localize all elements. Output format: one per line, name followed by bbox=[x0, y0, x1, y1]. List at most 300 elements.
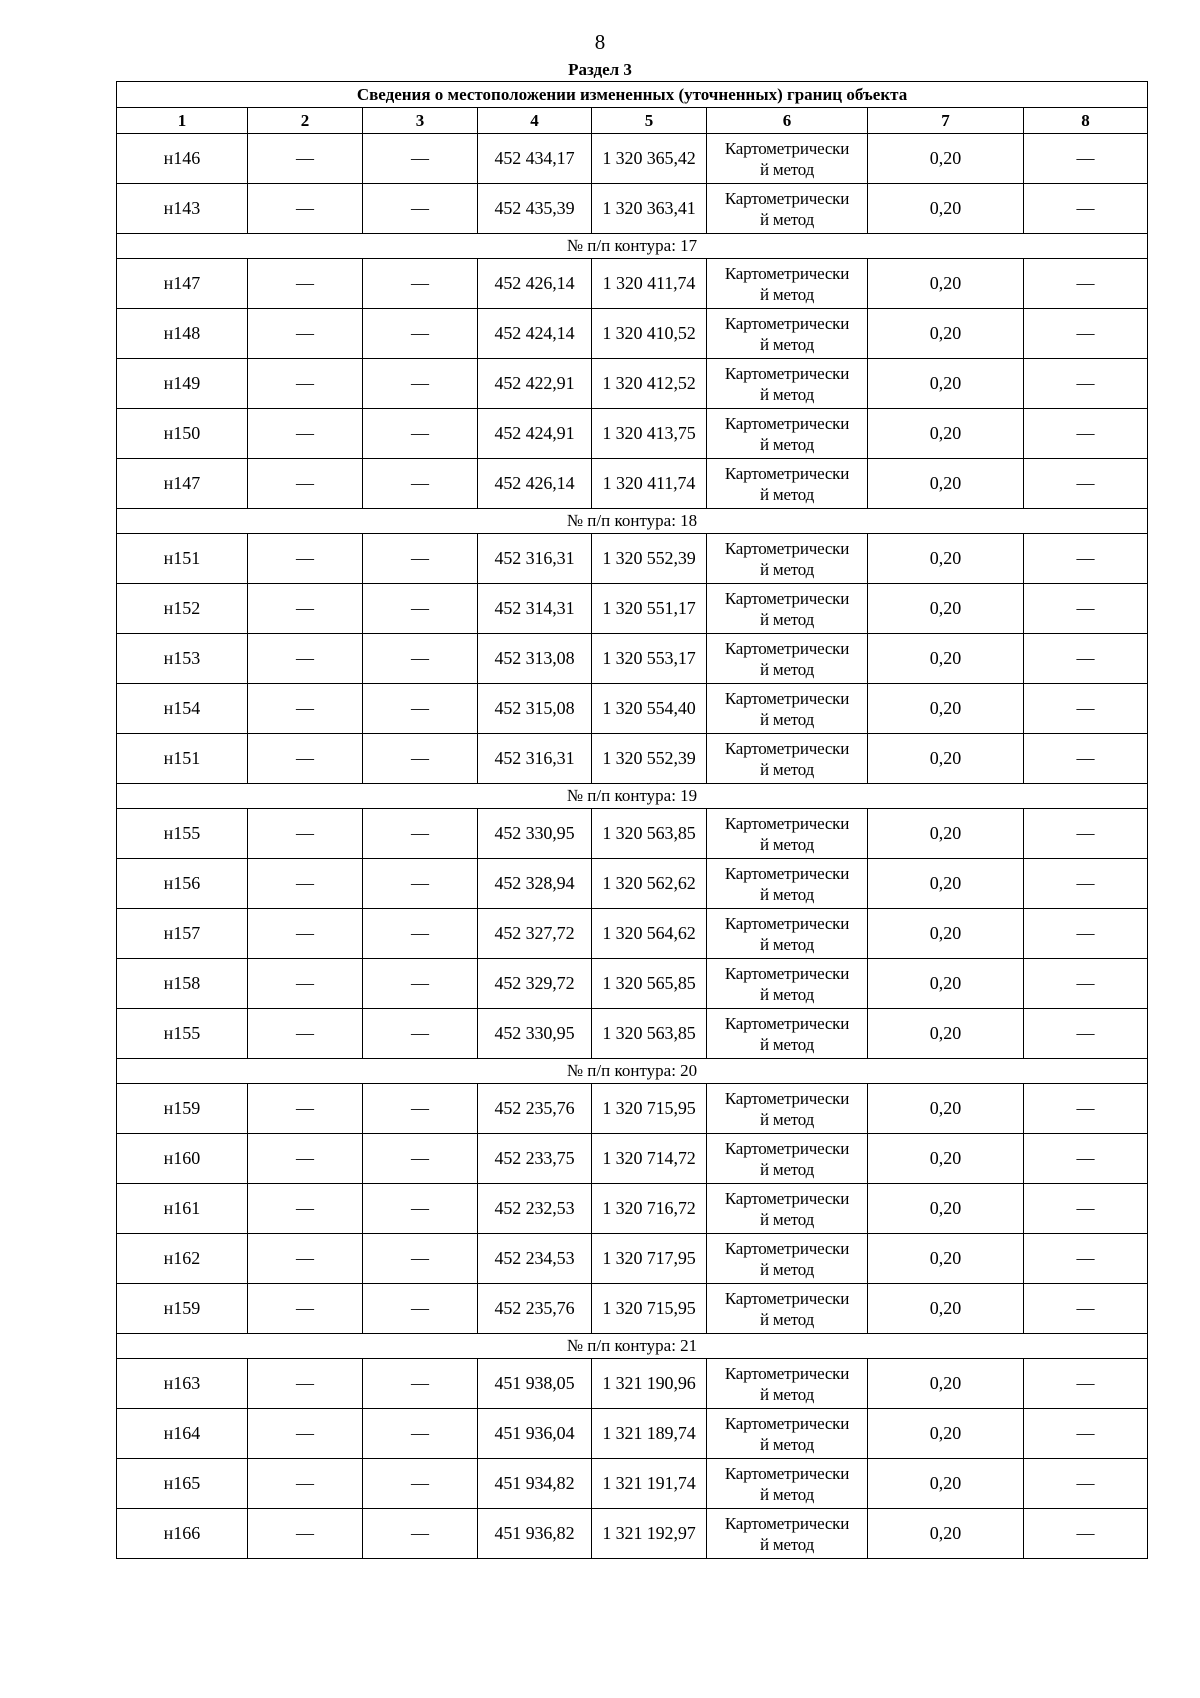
method-cell bbox=[707, 459, 868, 509]
method-line-2: й метод bbox=[759, 1159, 815, 1179]
point-name: н155 bbox=[117, 1009, 248, 1059]
table-row bbox=[117, 184, 1148, 234]
method-line-1: Картометрически bbox=[724, 688, 850, 708]
coordinate-x: 451 936,82 bbox=[478, 1509, 592, 1559]
coordinate-x: 452 232,53 bbox=[478, 1184, 592, 1234]
dash-cell: — bbox=[248, 584, 363, 634]
point-name: н152 bbox=[117, 584, 248, 634]
method-line-1: Картометрически bbox=[724, 1463, 850, 1483]
dash-cell: — bbox=[363, 734, 478, 784]
table-row bbox=[117, 1134, 1148, 1184]
coordinate-y: 1 320 552,39 bbox=[592, 534, 707, 584]
accuracy: 0,20 bbox=[868, 584, 1024, 634]
method-line-1: Картометрически bbox=[724, 863, 850, 883]
coordinate-x: 452 235,76 bbox=[478, 1084, 592, 1134]
accuracy: 0,20 bbox=[868, 409, 1024, 459]
coordinate-y: 1 320 551,17 bbox=[592, 584, 707, 634]
coordinate-x: 452 233,75 bbox=[478, 1134, 592, 1184]
coordinate-y: 1 320 714,72 bbox=[592, 1134, 707, 1184]
accuracy: 0,20 bbox=[868, 1409, 1024, 1459]
dash-cell: — bbox=[248, 634, 363, 684]
contour-row bbox=[117, 509, 1148, 534]
coordinate-y: 1 320 563,85 bbox=[592, 1009, 707, 1059]
dash-cell: — bbox=[248, 1084, 363, 1134]
method-line-1: Картометрически bbox=[724, 1238, 850, 1258]
table-row bbox=[117, 1084, 1148, 1134]
coordinate-y: 1 320 715,95 bbox=[592, 1284, 707, 1334]
contour-label: № п/п контура: 17 bbox=[117, 234, 1148, 259]
coordinate-y: 1 321 189,74 bbox=[592, 1409, 707, 1459]
point-name: н155 bbox=[117, 809, 248, 859]
method-line-2: й метод bbox=[759, 884, 815, 904]
method-cell bbox=[707, 959, 868, 1009]
accuracy: 0,20 bbox=[868, 634, 1024, 684]
table-row bbox=[117, 259, 1148, 309]
dash-cell: — bbox=[1024, 534, 1148, 584]
coordinate-x: 452 435,39 bbox=[478, 184, 592, 234]
table-row bbox=[117, 459, 1148, 509]
dash-cell: — bbox=[248, 134, 363, 184]
dash-cell: — bbox=[1024, 459, 1148, 509]
dash-cell: — bbox=[363, 684, 478, 734]
point-name: н159 bbox=[117, 1084, 248, 1134]
method-cell bbox=[707, 1234, 868, 1284]
point-name: н143 bbox=[117, 184, 248, 234]
point-name: н147 bbox=[117, 259, 248, 309]
dash-cell: — bbox=[248, 1134, 363, 1184]
accuracy: 0,20 bbox=[868, 1134, 1024, 1184]
method-line-2: й метод bbox=[759, 1434, 815, 1454]
table-row bbox=[117, 1509, 1148, 1559]
contour-row bbox=[117, 1059, 1148, 1084]
dash-cell: — bbox=[363, 309, 478, 359]
coordinate-y: 1 320 365,42 bbox=[592, 134, 707, 184]
method-cell bbox=[707, 909, 868, 959]
coordinate-y: 1 320 562,62 bbox=[592, 859, 707, 909]
accuracy: 0,20 bbox=[868, 259, 1024, 309]
point-name: н149 bbox=[117, 359, 248, 409]
dash-cell: — bbox=[1024, 584, 1148, 634]
method-cell bbox=[707, 534, 868, 584]
method-cell bbox=[707, 1359, 868, 1409]
dash-cell: — bbox=[248, 734, 363, 784]
method-line-2: й метод bbox=[759, 484, 815, 504]
point-name: н162 bbox=[117, 1234, 248, 1284]
column-number-1: 1 bbox=[117, 108, 248, 134]
method-line-1: Картометрически bbox=[724, 363, 850, 383]
dash-cell: — bbox=[248, 409, 363, 459]
accuracy: 0,20 bbox=[868, 734, 1024, 784]
method-cell bbox=[707, 1134, 868, 1184]
method-line-1: Картометрически bbox=[724, 1363, 850, 1383]
point-name: н153 bbox=[117, 634, 248, 684]
dash-cell: — bbox=[363, 134, 478, 184]
dash-cell: — bbox=[363, 1284, 478, 1334]
dash-cell: — bbox=[363, 634, 478, 684]
dash-cell: — bbox=[248, 1459, 363, 1509]
section-title: Раздел 3 bbox=[568, 60, 632, 79]
table-row bbox=[117, 309, 1148, 359]
column-number-6: 6 bbox=[707, 108, 868, 134]
method-cell bbox=[707, 809, 868, 859]
accuracy: 0,20 bbox=[868, 309, 1024, 359]
table-title: Сведения о местоположении измененных (уточненных) границ объекта bbox=[117, 82, 1148, 108]
coordinate-x: 452 330,95 bbox=[478, 809, 592, 859]
dash-cell: — bbox=[1024, 184, 1148, 234]
dash-cell: — bbox=[363, 1009, 478, 1059]
table-row bbox=[117, 134, 1148, 184]
method-line-2: й метод bbox=[759, 709, 815, 729]
dash-cell: — bbox=[1024, 1459, 1148, 1509]
dash-cell: — bbox=[363, 584, 478, 634]
coordinate-y: 1 320 564,62 bbox=[592, 909, 707, 959]
coordinate-y: 1 320 717,95 bbox=[592, 1234, 707, 1284]
dash-cell: — bbox=[1024, 959, 1148, 1009]
dash-cell: — bbox=[248, 809, 363, 859]
point-name: н151 bbox=[117, 734, 248, 784]
contour-row bbox=[117, 234, 1148, 259]
accuracy: 0,20 bbox=[868, 1184, 1024, 1234]
method-cell bbox=[707, 184, 868, 234]
accuracy: 0,20 bbox=[868, 1359, 1024, 1409]
method-line-2: й метод bbox=[759, 1109, 815, 1129]
coordinate-x: 452 327,72 bbox=[478, 909, 592, 959]
table-row bbox=[117, 1284, 1148, 1334]
dash-cell: — bbox=[363, 1184, 478, 1234]
contour-row bbox=[117, 1334, 1148, 1359]
coordinate-x: 452 316,31 bbox=[478, 534, 592, 584]
accuracy: 0,20 bbox=[868, 1509, 1024, 1559]
dash-cell: — bbox=[248, 309, 363, 359]
table-row bbox=[117, 809, 1148, 859]
method-line-2: й метод bbox=[759, 1209, 815, 1229]
method-line-1: Картометрически bbox=[724, 813, 850, 833]
dash-cell: — bbox=[1024, 1284, 1148, 1334]
coordinate-x: 452 426,14 bbox=[478, 459, 592, 509]
contour-label: № п/п контура: 19 bbox=[117, 784, 1148, 809]
accuracy: 0,20 bbox=[868, 959, 1024, 1009]
coordinate-x: 452 314,31 bbox=[478, 584, 592, 634]
boundary-coordinates-table bbox=[116, 81, 1148, 1559]
table-row bbox=[117, 1359, 1148, 1409]
accuracy: 0,20 bbox=[868, 534, 1024, 584]
column-number-5: 5 bbox=[592, 108, 707, 134]
method-line-2: й метод bbox=[759, 984, 815, 1004]
method-line-2: й метод bbox=[759, 834, 815, 854]
method-cell bbox=[707, 1459, 868, 1509]
method-cell bbox=[707, 359, 868, 409]
dash-cell: — bbox=[1024, 734, 1148, 784]
method-line-2: й метод bbox=[759, 759, 815, 779]
method-cell bbox=[707, 134, 868, 184]
coordinate-x: 452 426,14 bbox=[478, 259, 592, 309]
method-cell bbox=[707, 1184, 868, 1234]
dash-cell: — bbox=[248, 359, 363, 409]
table-row bbox=[117, 409, 1148, 459]
method-line-1: Картометрически bbox=[724, 1413, 850, 1433]
contour-label: № п/п контура: 21 bbox=[117, 1334, 1148, 1359]
point-name: н147 bbox=[117, 459, 248, 509]
method-line-2: й метод bbox=[759, 284, 815, 304]
dash-cell: — bbox=[363, 409, 478, 459]
coordinate-y: 1 320 553,17 bbox=[592, 634, 707, 684]
point-name: н160 bbox=[117, 1134, 248, 1184]
point-name: н165 bbox=[117, 1459, 248, 1509]
method-line-2: й метод bbox=[759, 609, 815, 629]
dash-cell: — bbox=[363, 1409, 478, 1459]
point-name: н166 bbox=[117, 1509, 248, 1559]
method-line-2: й метод bbox=[759, 1484, 815, 1504]
dash-cell: — bbox=[248, 1009, 363, 1059]
method-cell bbox=[707, 684, 868, 734]
accuracy: 0,20 bbox=[868, 1284, 1024, 1334]
coordinate-y: 1 321 192,97 bbox=[592, 1509, 707, 1559]
coordinate-y: 1 320 411,74 bbox=[592, 259, 707, 309]
dash-cell: — bbox=[248, 184, 363, 234]
coordinate-x: 452 424,91 bbox=[478, 409, 592, 459]
dash-cell: — bbox=[248, 1359, 363, 1409]
dash-cell: — bbox=[1024, 134, 1148, 184]
method-line-1: Картометрически bbox=[724, 588, 850, 608]
table-row bbox=[117, 959, 1148, 1009]
accuracy: 0,20 bbox=[868, 1459, 1024, 1509]
point-name: н150 bbox=[117, 409, 248, 459]
coordinate-y: 1 320 410,52 bbox=[592, 309, 707, 359]
dash-cell: — bbox=[248, 959, 363, 1009]
point-name: н163 bbox=[117, 1359, 248, 1409]
method-line-1: Картометрически bbox=[724, 138, 850, 158]
method-line-2: й метод bbox=[759, 209, 815, 229]
coordinate-x: 452 234,53 bbox=[478, 1234, 592, 1284]
table-row bbox=[117, 634, 1148, 684]
table-row bbox=[117, 734, 1148, 784]
method-line-2: й метод bbox=[759, 159, 815, 179]
accuracy: 0,20 bbox=[868, 859, 1024, 909]
dash-cell: — bbox=[248, 459, 363, 509]
method-cell bbox=[707, 1009, 868, 1059]
method-cell bbox=[707, 259, 868, 309]
column-number-7: 7 bbox=[868, 108, 1024, 134]
method-line-2: й метод bbox=[759, 1259, 815, 1279]
method-cell bbox=[707, 859, 868, 909]
column-number-2: 2 bbox=[248, 108, 363, 134]
point-name: н154 bbox=[117, 684, 248, 734]
method-line-2: й метод bbox=[759, 559, 815, 579]
table-row bbox=[117, 584, 1148, 634]
contour-label: № п/п контура: 18 bbox=[117, 509, 1148, 534]
dash-cell: — bbox=[363, 959, 478, 1009]
coordinate-y: 1 320 412,52 bbox=[592, 359, 707, 409]
method-line-2: й метод bbox=[759, 1534, 815, 1554]
column-number-3: 3 bbox=[363, 108, 478, 134]
dash-cell: — bbox=[248, 859, 363, 909]
accuracy: 0,20 bbox=[868, 684, 1024, 734]
accuracy: 0,20 bbox=[868, 1234, 1024, 1284]
method-line-1: Картометрически bbox=[724, 463, 850, 483]
method-line-2: й метод bbox=[759, 934, 815, 954]
method-line-1: Картометрически bbox=[724, 263, 850, 283]
accuracy: 0,20 bbox=[868, 909, 1024, 959]
dash-cell: — bbox=[1024, 909, 1148, 959]
method-line-1: Картометрически bbox=[724, 638, 850, 658]
column-number-4: 4 bbox=[478, 108, 592, 134]
dash-cell: — bbox=[1024, 409, 1148, 459]
dash-cell: — bbox=[1024, 259, 1148, 309]
point-name: н146 bbox=[117, 134, 248, 184]
table-row bbox=[117, 1459, 1148, 1509]
coordinate-y: 1 321 190,96 bbox=[592, 1359, 707, 1409]
coordinate-y: 1 320 411,74 bbox=[592, 459, 707, 509]
coordinate-x: 452 316,31 bbox=[478, 734, 592, 784]
table-row bbox=[117, 1009, 1148, 1059]
table-row bbox=[117, 909, 1148, 959]
dash-cell: — bbox=[1024, 809, 1148, 859]
method-line-1: Картометрически bbox=[724, 963, 850, 983]
coordinate-x: 451 938,05 bbox=[478, 1359, 592, 1409]
method-cell bbox=[707, 584, 868, 634]
point-name: н164 bbox=[117, 1409, 248, 1459]
dash-cell: — bbox=[1024, 1009, 1148, 1059]
method-line-1: Картометрически bbox=[724, 313, 850, 333]
dash-cell: — bbox=[1024, 1084, 1148, 1134]
coordinate-y: 1 320 715,95 bbox=[592, 1084, 707, 1134]
method-line-1: Картометрически bbox=[724, 188, 850, 208]
method-line-1: Картометрически bbox=[724, 413, 850, 433]
dash-cell: — bbox=[1024, 634, 1148, 684]
accuracy: 0,20 bbox=[868, 134, 1024, 184]
dash-cell: — bbox=[363, 1359, 478, 1409]
point-name: н158 bbox=[117, 959, 248, 1009]
method-cell bbox=[707, 1084, 868, 1134]
accuracy: 0,20 bbox=[868, 184, 1024, 234]
accuracy: 0,20 bbox=[868, 1084, 1024, 1134]
dash-cell: — bbox=[248, 1184, 363, 1234]
method-line-2: й метод bbox=[759, 1034, 815, 1054]
method-cell bbox=[707, 1509, 868, 1559]
coordinate-x: 451 936,04 bbox=[478, 1409, 592, 1459]
dash-cell: — bbox=[1024, 859, 1148, 909]
coordinate-y: 1 320 563,85 bbox=[592, 809, 707, 859]
dash-cell: — bbox=[1024, 1409, 1148, 1459]
method-line-1: Картометрически bbox=[724, 1138, 850, 1158]
method-line-2: й метод bbox=[759, 434, 815, 454]
dash-cell: — bbox=[363, 1459, 478, 1509]
contour-label: № п/п контура: 20 bbox=[117, 1059, 1148, 1084]
dash-cell: — bbox=[248, 909, 363, 959]
coordinate-y: 1 320 565,85 bbox=[592, 959, 707, 1009]
method-cell bbox=[707, 1284, 868, 1334]
table-row bbox=[117, 1234, 1148, 1284]
dash-cell: — bbox=[248, 1234, 363, 1284]
method-line-1: Картометрически bbox=[724, 1088, 850, 1108]
dash-cell: — bbox=[248, 1409, 363, 1459]
column-number-row bbox=[117, 108, 1148, 134]
dash-cell: — bbox=[1024, 1359, 1148, 1409]
coordinate-y: 1 320 554,40 bbox=[592, 684, 707, 734]
point-name: н159 bbox=[117, 1284, 248, 1334]
coordinate-x: 451 934,82 bbox=[478, 1459, 592, 1509]
coordinate-x: 452 422,91 bbox=[478, 359, 592, 409]
dash-cell: — bbox=[363, 909, 478, 959]
dash-cell: — bbox=[248, 1284, 363, 1334]
accuracy: 0,20 bbox=[868, 1009, 1024, 1059]
coordinate-x: 452 328,94 bbox=[478, 859, 592, 909]
point-name: н161 bbox=[117, 1184, 248, 1234]
dash-cell: — bbox=[1024, 1134, 1148, 1184]
accuracy: 0,20 bbox=[868, 459, 1024, 509]
method-line-1: Картометрически bbox=[724, 538, 850, 558]
method-line-2: й метод bbox=[759, 1309, 815, 1329]
coordinate-y: 1 320 413,75 bbox=[592, 409, 707, 459]
dash-cell: — bbox=[1024, 309, 1148, 359]
coordinate-x: 452 434,17 bbox=[478, 134, 592, 184]
table-row bbox=[117, 859, 1148, 909]
method-line-1: Картометрически bbox=[724, 1513, 850, 1533]
method-cell bbox=[707, 309, 868, 359]
method-cell bbox=[707, 1409, 868, 1459]
table-row bbox=[117, 534, 1148, 584]
table-body bbox=[117, 134, 1148, 1559]
dash-cell: — bbox=[363, 1234, 478, 1284]
method-line-2: й метод bbox=[759, 334, 815, 354]
dash-cell: — bbox=[1024, 359, 1148, 409]
dash-cell: — bbox=[363, 459, 478, 509]
method-line-2: й метод bbox=[759, 659, 815, 679]
dash-cell: — bbox=[363, 359, 478, 409]
dash-cell: — bbox=[363, 809, 478, 859]
accuracy: 0,20 bbox=[868, 809, 1024, 859]
dash-cell: — bbox=[248, 534, 363, 584]
dash-cell: — bbox=[1024, 684, 1148, 734]
table-row bbox=[117, 1409, 1148, 1459]
point-name: н157 bbox=[117, 909, 248, 959]
coordinate-x: 452 235,76 bbox=[478, 1284, 592, 1334]
contour-row bbox=[117, 784, 1148, 809]
coordinate-x: 452 330,95 bbox=[478, 1009, 592, 1059]
coordinate-y: 1 321 191,74 bbox=[592, 1459, 707, 1509]
dash-cell: — bbox=[248, 1509, 363, 1559]
dash-cell: — bbox=[363, 1084, 478, 1134]
column-number-8: 8 bbox=[1024, 108, 1148, 134]
point-name: н148 bbox=[117, 309, 248, 359]
method-cell bbox=[707, 409, 868, 459]
dash-cell: — bbox=[363, 1134, 478, 1184]
dash-cell: — bbox=[363, 534, 478, 584]
method-line-1: Картометрически bbox=[724, 738, 850, 758]
coordinate-y: 1 320 552,39 bbox=[592, 734, 707, 784]
table-row bbox=[117, 1184, 1148, 1234]
dash-cell: — bbox=[1024, 1184, 1148, 1234]
point-name: н151 bbox=[117, 534, 248, 584]
accuracy: 0,20 bbox=[868, 359, 1024, 409]
coordinate-x: 452 313,08 bbox=[478, 634, 592, 684]
dash-cell: — bbox=[363, 184, 478, 234]
method-line-1: Картометрически bbox=[724, 1288, 850, 1308]
dash-cell: — bbox=[363, 1509, 478, 1559]
method-cell bbox=[707, 634, 868, 684]
method-line-2: й метод bbox=[759, 384, 815, 404]
coordinate-y: 1 320 363,41 bbox=[592, 184, 707, 234]
dash-cell: — bbox=[248, 259, 363, 309]
coordinate-y: 1 320 716,72 bbox=[592, 1184, 707, 1234]
dash-cell: — bbox=[1024, 1509, 1148, 1559]
method-cell bbox=[707, 734, 868, 784]
coordinate-x: 452 424,14 bbox=[478, 309, 592, 359]
dash-cell: — bbox=[363, 859, 478, 909]
method-line-2: й метод bbox=[759, 1384, 815, 1404]
dash-cell: — bbox=[1024, 1234, 1148, 1284]
method-line-1: Картометрически bbox=[724, 1013, 850, 1033]
